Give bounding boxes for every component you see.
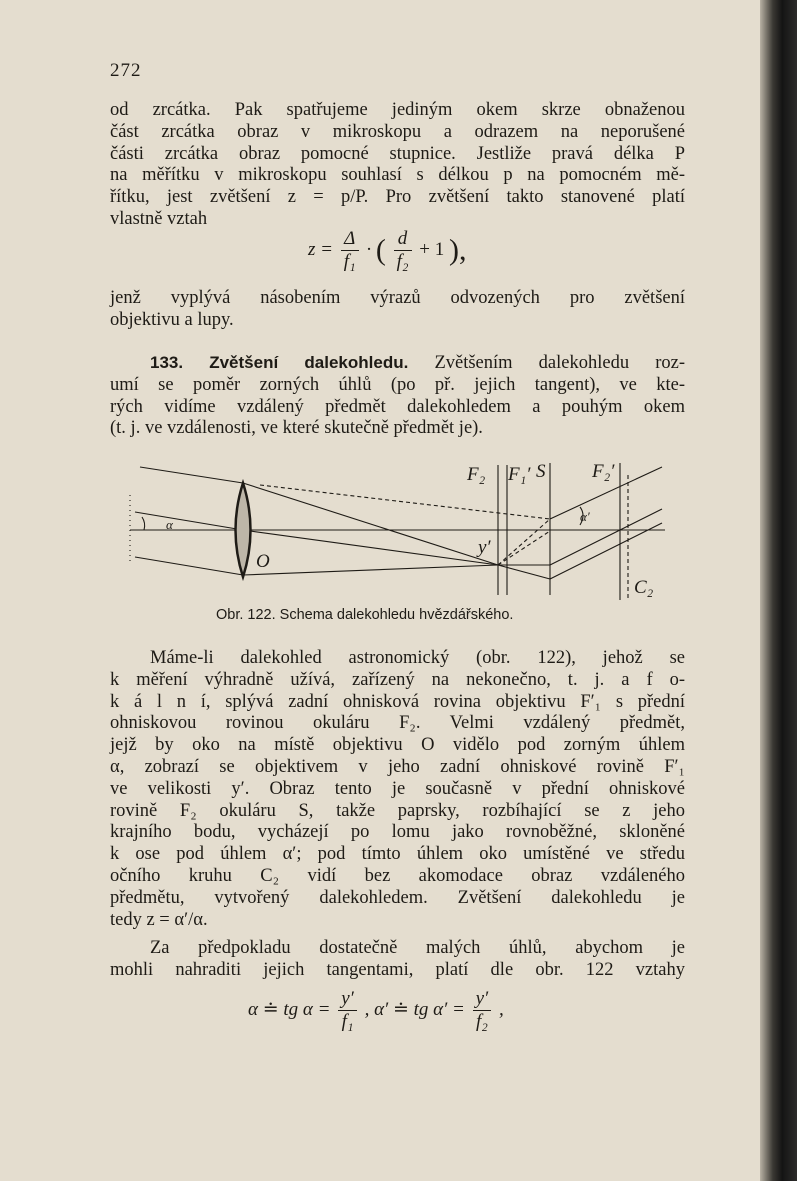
- fraction-denominator: f₁: [341, 1011, 354, 1032]
- incoming-ray: [140, 467, 243, 483]
- fraction-d-f2: [394, 228, 412, 273]
- formula-part: , α′ ≐ tg α′ =: [364, 998, 465, 1020]
- text-line: umí se poměr zorných úhlů (po př. jejich tangent), ve kte-: [110, 374, 685, 395]
- text-line: očního kruhu C₂ vidí bez akomodace obraz vzdáleného: [110, 865, 685, 886]
- book-spine-shadow: [760, 0, 797, 1181]
- text-line: α, zobrazí se objektivem v jeho zadní ohniskové rovině F′₁: [110, 756, 685, 777]
- label-C2: C₂: [634, 577, 654, 598]
- paragraph-4: [110, 938, 685, 982]
- ray-segment: [498, 565, 550, 579]
- formula-part: α ≐ tg α =: [248, 998, 331, 1020]
- text-line: k měření výhradně užívá, zařízený na nekonečno, t. j. a f o-: [110, 669, 685, 690]
- incoming-ray: [135, 557, 243, 575]
- fraction-numerator: y′: [473, 988, 492, 1011]
- section-133: [110, 352, 685, 440]
- refracted-ray: [243, 483, 498, 565]
- fraction-denominator: f₁: [343, 251, 356, 272]
- formula-magnification-microscope: [308, 228, 466, 273]
- text-line: od zrcátka. Pak spatřujeme jediným okem skrze obnaženou: [110, 100, 685, 120]
- fraction-delta-f1: [341, 228, 359, 273]
- text-line: Zvětšením dalekohledu roz-: [408, 353, 685, 373]
- label-F2-prime: F₂′: [592, 461, 615, 482]
- objective-lens-icon: [236, 483, 251, 577]
- label-O: O: [256, 551, 270, 572]
- paren-close: ),: [448, 233, 467, 267]
- label-F2: F₂: [467, 464, 486, 485]
- fraction-y-f1: [338, 988, 357, 1033]
- text-line: mohli nahraditi jejich tangentami, platí dle obr. 122 vztahy: [110, 959, 685, 980]
- fraction-numerator: d: [394, 228, 412, 251]
- dashed-ray: [498, 531, 550, 565]
- paren-open: (: [375, 233, 386, 267]
- label-F1-prime: F₁′: [508, 464, 531, 485]
- text-line: Za předpokladu dostatečně malých úhlů, abychom je: [150, 938, 685, 958]
- text-line: Máme-li dalekohled astronomický (obr. 122), jehož se: [150, 648, 685, 668]
- section-title: Zvětšení dalekohledu.: [209, 353, 409, 372]
- label-alpha-prime: α′: [580, 509, 590, 524]
- fraction-denominator: f₂: [475, 1011, 488, 1032]
- emergent-ray: [550, 523, 662, 579]
- text-line: tedy z = α′/α.: [110, 909, 208, 930]
- text-line: části zrcátka obraz pomocné stupnice. Jestliže pravá délka P: [110, 143, 685, 164]
- dashed-ray: [498, 519, 550, 565]
- telescope-diagram: [110, 455, 670, 605]
- label-alpha: α: [166, 517, 173, 532]
- text-line: krajního bodu, vycházejí po lomu jako rovnoběžné, skloněné: [110, 822, 685, 843]
- refracted-ray: [243, 565, 498, 575]
- text-line: k á l n í, splývá zadní ohnisková rovina objektivu F′₁ s přední: [110, 691, 685, 712]
- text-line: ohniskovou rovinou okuláru F₂. Velmi vzdálený předmět,: [110, 713, 685, 734]
- text-line: k ose pod úhlem α′; pod tímto úhlem oko umístěné ve středu: [110, 844, 685, 865]
- page-number: 272: [110, 60, 142, 81]
- alpha-arc: [142, 517, 145, 530]
- fraction-numerator: Δ: [341, 228, 359, 251]
- text-line: jejž by oko na místě objektivu O vidělo pod zorným úhlem: [110, 735, 685, 756]
- text-line: rovině F₂ okuláru S, takže paprsky, rozbíhající se z jeho: [110, 800, 685, 821]
- formula-angle-tangents: [248, 988, 504, 1033]
- label-y-prime: y′: [478, 537, 491, 558]
- text-line: (t. j. ve vzdálenosti, ve které skutečně předmět je).: [110, 418, 483, 439]
- label-S: S: [536, 461, 546, 482]
- text-line: ve velikosti y′. Obraz tento je současně v přední ohniskové: [110, 778, 685, 799]
- text-line: část zrcátka obraz v mikroskopu a odrazem na neporušené: [110, 121, 685, 142]
- emergent-ray: [550, 509, 662, 565]
- formula-plus-one: + 1: [419, 238, 445, 260]
- section-number: 133.: [150, 353, 184, 372]
- text-line: předmětu, vytvořený dalekohledem. Zvětšení dalekohledu je: [110, 887, 685, 908]
- text-line: vlastně vztah: [110, 208, 208, 229]
- text-line: objektivu a lupy.: [110, 309, 234, 330]
- fraction-y-f2: [473, 988, 492, 1033]
- formula-lhs: z =: [308, 238, 333, 260]
- paragraph-1: [110, 100, 685, 231]
- formula-part: ,: [498, 998, 504, 1020]
- formula-dot: ·: [366, 238, 372, 260]
- paragraph-3: [110, 648, 685, 931]
- text-line: rých vidíme vzdálený předmět dalekohledem a pouhým okem: [110, 396, 685, 417]
- fraction-numerator: y′: [338, 988, 357, 1011]
- fraction-denominator: f₂: [396, 251, 409, 272]
- text-line: na měřítku v mikroskopu souhlasí s délkou p na pomocném mě-: [110, 165, 685, 186]
- paragraph-2: [110, 288, 685, 332]
- text-line: jenž vyplývá násobením výrazů odvozených pro zvětšení: [110, 288, 685, 308]
- incoming-ray: [135, 512, 243, 530]
- figure-caption: Obr. 122. Schema dalekohledu hvězdářského.: [216, 607, 514, 623]
- section-heading-line: [110, 352, 685, 375]
- text-line: řítku, jest zvětšení z = p/P. Pro zvětšení takto stanovené platí: [110, 187, 685, 208]
- refracted-ray: [243, 530, 498, 565]
